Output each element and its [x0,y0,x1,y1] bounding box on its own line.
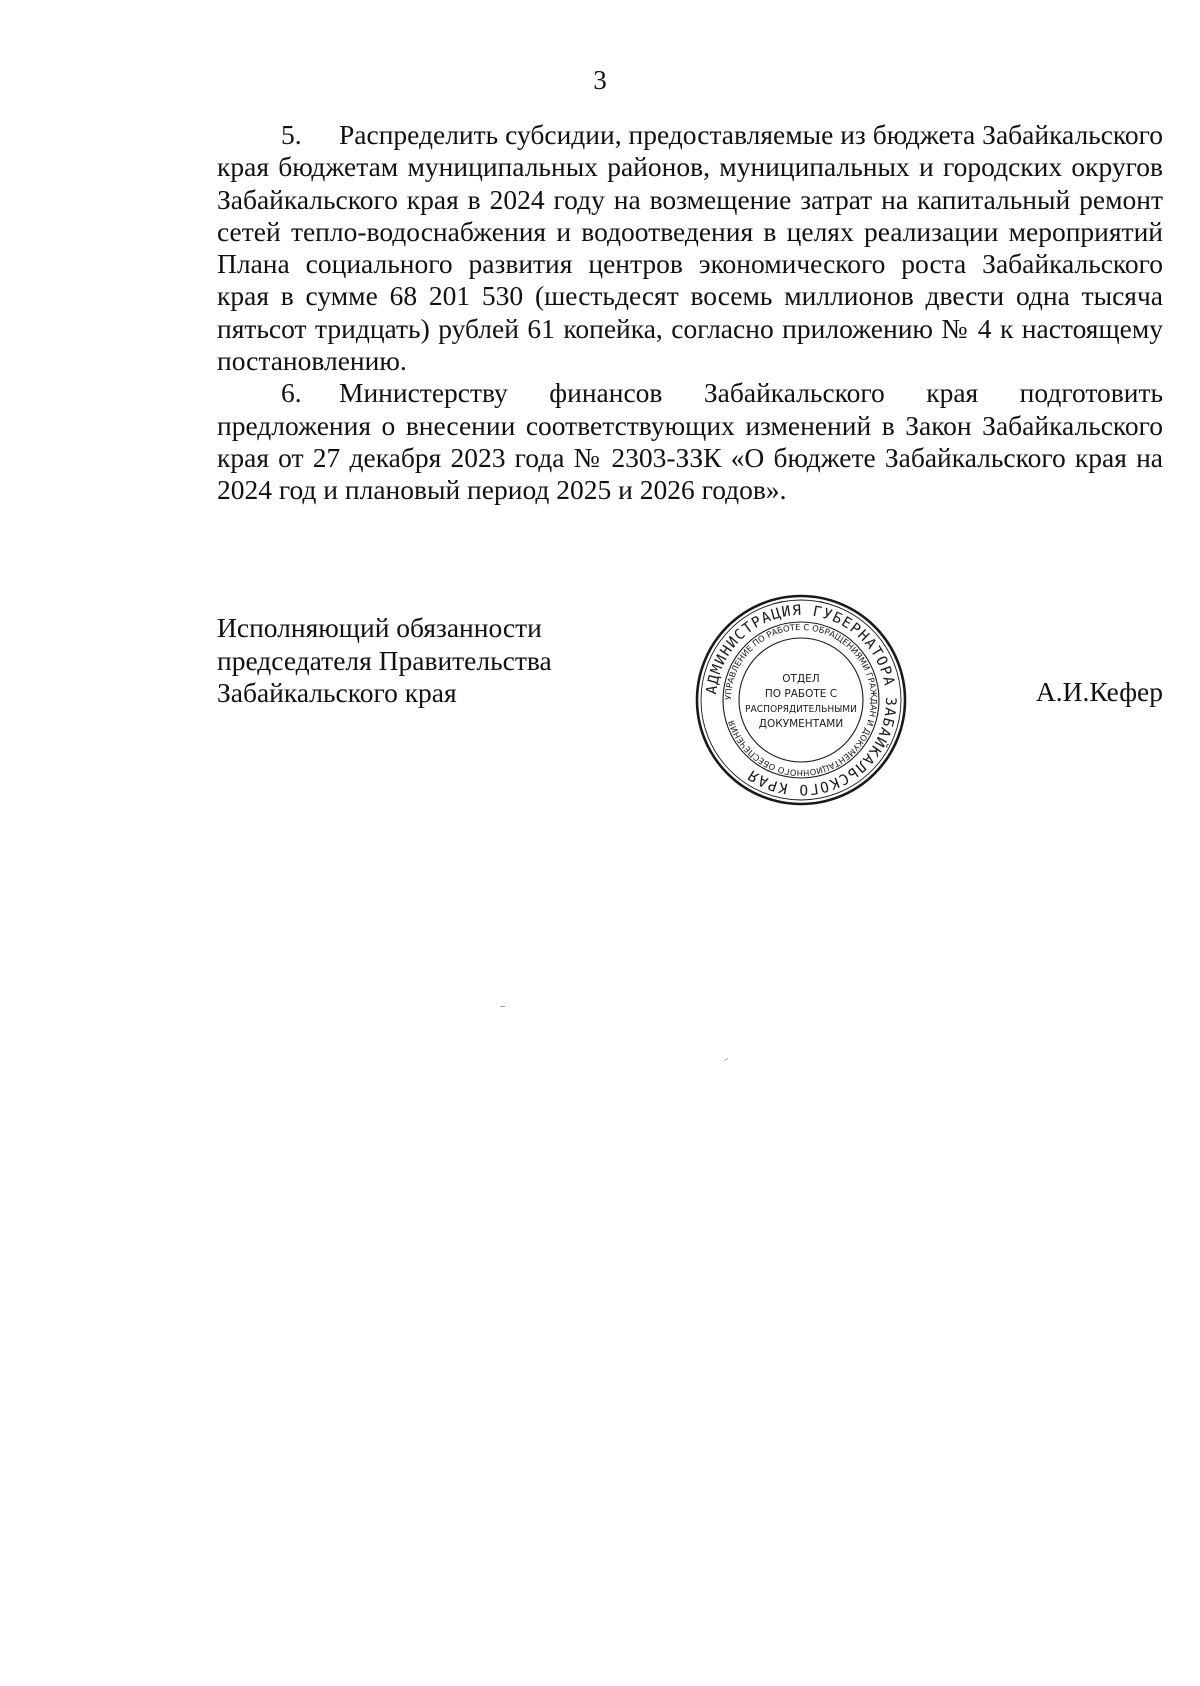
signer-title-line: председателя Правительства [217,644,552,676]
signer-title-line: Забайкальского края [217,677,457,708]
seal-inner-text: УПРАВЛЕНИЕ ПО РАБОТЕ С ОБРАЩЕНИЯМИ ГРАЖДАН И ДОКУМЕНТАЦИОННОГО ОБЕСПЕЧЕНИЯ [722,621,880,779]
signer-title-line: Исполняющий обязанности [217,612,542,643]
paragraph-text: Министерству финансов Забайкальского края подготовить предложения о внесении соответствующих изменений в Закон Забайкальского края от 27 декабря 2023 года № 2303-ЗЗК «О бюджете Забайкальского края на 2024 год и плановый период 2025 и 2026 годов». [217,377,1163,506]
seal-center-line: ПО РАБОТЕ С [764,688,838,700]
signer-title [217,612,552,710]
document-body [217,119,1163,507]
scan-speck [500,1006,505,1007]
paragraph-number: 5. [281,119,302,150]
paragraph-6 [217,377,1163,506]
seal-center-line: ДОКУМЕНТАМИ [758,718,844,730]
seal-inner-ring [739,638,863,762]
paragraph-text: Распределить субсидии, предоставляемые из бюджета Забайкальского края бюджетам муниципальных районов, муниципальных и городских округов Забайкальского края в 2024 году на возмещение затрат на капитальный ремонт сетей тепло-водоснабжения и водоотведения в целях реализации мероприятий Плана социального развития центров экономического роста Забайкальского края в сумме 68 201 530 (шестьдесят восемь миллионов двести одна тысяча пятьсот тридцать) рублей 61 копейка, согласно приложению № 4 к настоящему постановлению. [217,119,1163,377]
signer-name: А.И.Кефер [1035,676,1163,707]
paragraph-number: 6. [281,377,302,409]
seal-outer-text: АДМИНИСТРАЦИЯ ГУБЕРНАТОРА ЗАБАЙКАЛЬСКОГО КРАЯ [704,602,899,798]
official-seal [691,590,911,810]
page-number: 3 [593,65,607,95]
scan-speck [724,1058,728,1061]
seal-center-line: РАСПОРЯДИТЕЛЬНЫМИ [745,704,857,715]
paragraph-5 [217,119,1163,377]
seal-center-line: ОТДЕЛ [782,673,820,685]
